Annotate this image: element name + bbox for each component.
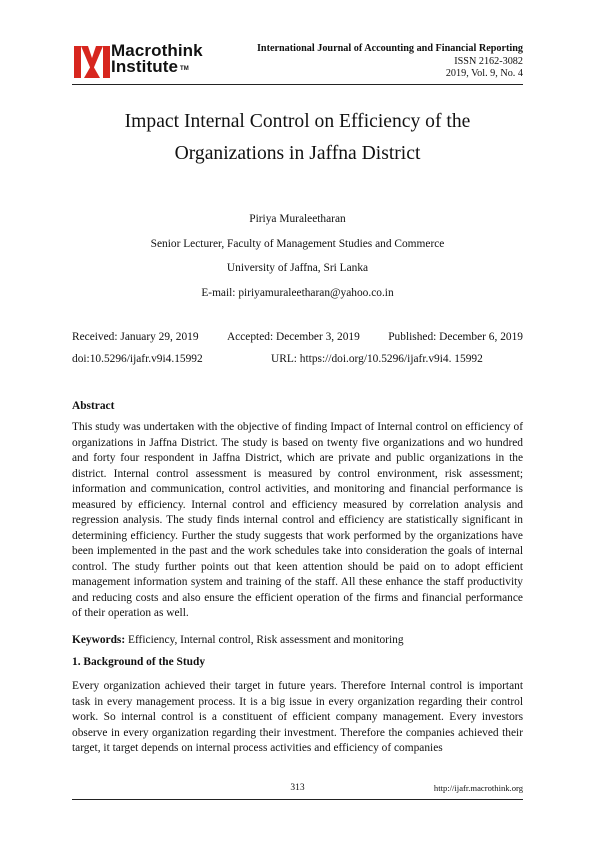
- logo-line1: Macrothink: [111, 41, 203, 60]
- logo-trademark: TM: [180, 66, 189, 72]
- header-divider: [72, 84, 523, 85]
- footer-divider: [72, 799, 523, 800]
- footer-url-link[interactable]: http://ijafr.macrothink.org: [433, 783, 523, 793]
- journal-volume: 2019, Vol. 9, No. 4: [445, 68, 523, 80]
- abstract-heading: Abstract: [72, 400, 115, 412]
- macrothink-logo-icon: [72, 42, 112, 80]
- doi: doi:10.5296/ijafr.v9i4.15992: [72, 353, 203, 365]
- logo-line2: Institute: [111, 57, 179, 76]
- journal-title: International Journal of Accounting and Financial Reporting: [256, 43, 523, 54]
- keywords-label: Keywords:: [72, 634, 126, 646]
- keywords: [72, 633, 523, 647]
- author-email[interactable]: E-mail: piriyamuraleetharan@yahoo.co.in: [201, 286, 394, 299]
- author-position: Senior Lecturer, Faculty of Management Studies and Commerce: [150, 237, 445, 250]
- publication-dates: [72, 330, 523, 344]
- paper-title: [72, 106, 523, 170]
- publisher-logo: [72, 40, 232, 84]
- section-body-text: Every organization achieved their target in future years. Therefore Internal control is important task in every management process. It is a big issue in every organization regarding their control work. So internal control is a constituent of efficient company management. Every investors observe in every organization regarding their investment. Therefore the companies achieved their target, it target depends on internal process activities and efficiency of companies: [72, 680, 523, 754]
- logo-wordmark: [111, 43, 203, 75]
- doi-url-link[interactable]: URL: https://doi.org/10.5296/ijafr.v9i4. 15992: [271, 353, 483, 365]
- author-name: Piriya Muraleetharan: [249, 213, 346, 225]
- section-heading: 1. Background of the Study: [72, 656, 206, 668]
- journal-info: [257, 43, 523, 81]
- keywords-text: Efficiency, Internal control, Risk assessment and monitoring: [125, 634, 404, 646]
- journal-issn: ISSN 2162-3082: [454, 55, 523, 67]
- published-date: Published: December 6, 2019: [388, 331, 523, 343]
- title-line-1: Impact Internal Control on Efficiency of the: [124, 111, 471, 132]
- page-number: 313: [290, 783, 305, 793]
- accepted-date: Accepted: December 3, 2019: [226, 331, 360, 343]
- author-block: [72, 207, 523, 305]
- author-university: University of Jaffna, Sri Lanka: [226, 262, 369, 275]
- title-line-2: Organizations in Jaffna District: [174, 143, 421, 164]
- abstract-text: This study was undertaken with the objective of finding Impact of Internal control on efficiency of organizations in Jaffna District. The study is based on twenty five organizations and wo hundred and forty four respondent in Jaffna District, which are private and public organizations in the district. Internal control assessment is measured by control environment, risk assessment; information and communication, control activities, and monitoring and financial performance is measured by efficiency. Internal control and efficiency measured by correlation analysis and regression analysis. The study finds internal control and efficiency are statistically significant in determining efficiency. Further the study suggests that work performed by the organizations have been implemented in the past and the work schedules take into consideration the goals of internal control. The study further points out that keen attention should be paid on to adopt efficient management information system and training of the staff. All these enhance the staff productivity and reducing costs and also ensure the efficient operation of the firms and financial performance of their operation as well.: [72, 421, 523, 619]
- received-date: Received: January 29, 2019: [72, 331, 199, 343]
